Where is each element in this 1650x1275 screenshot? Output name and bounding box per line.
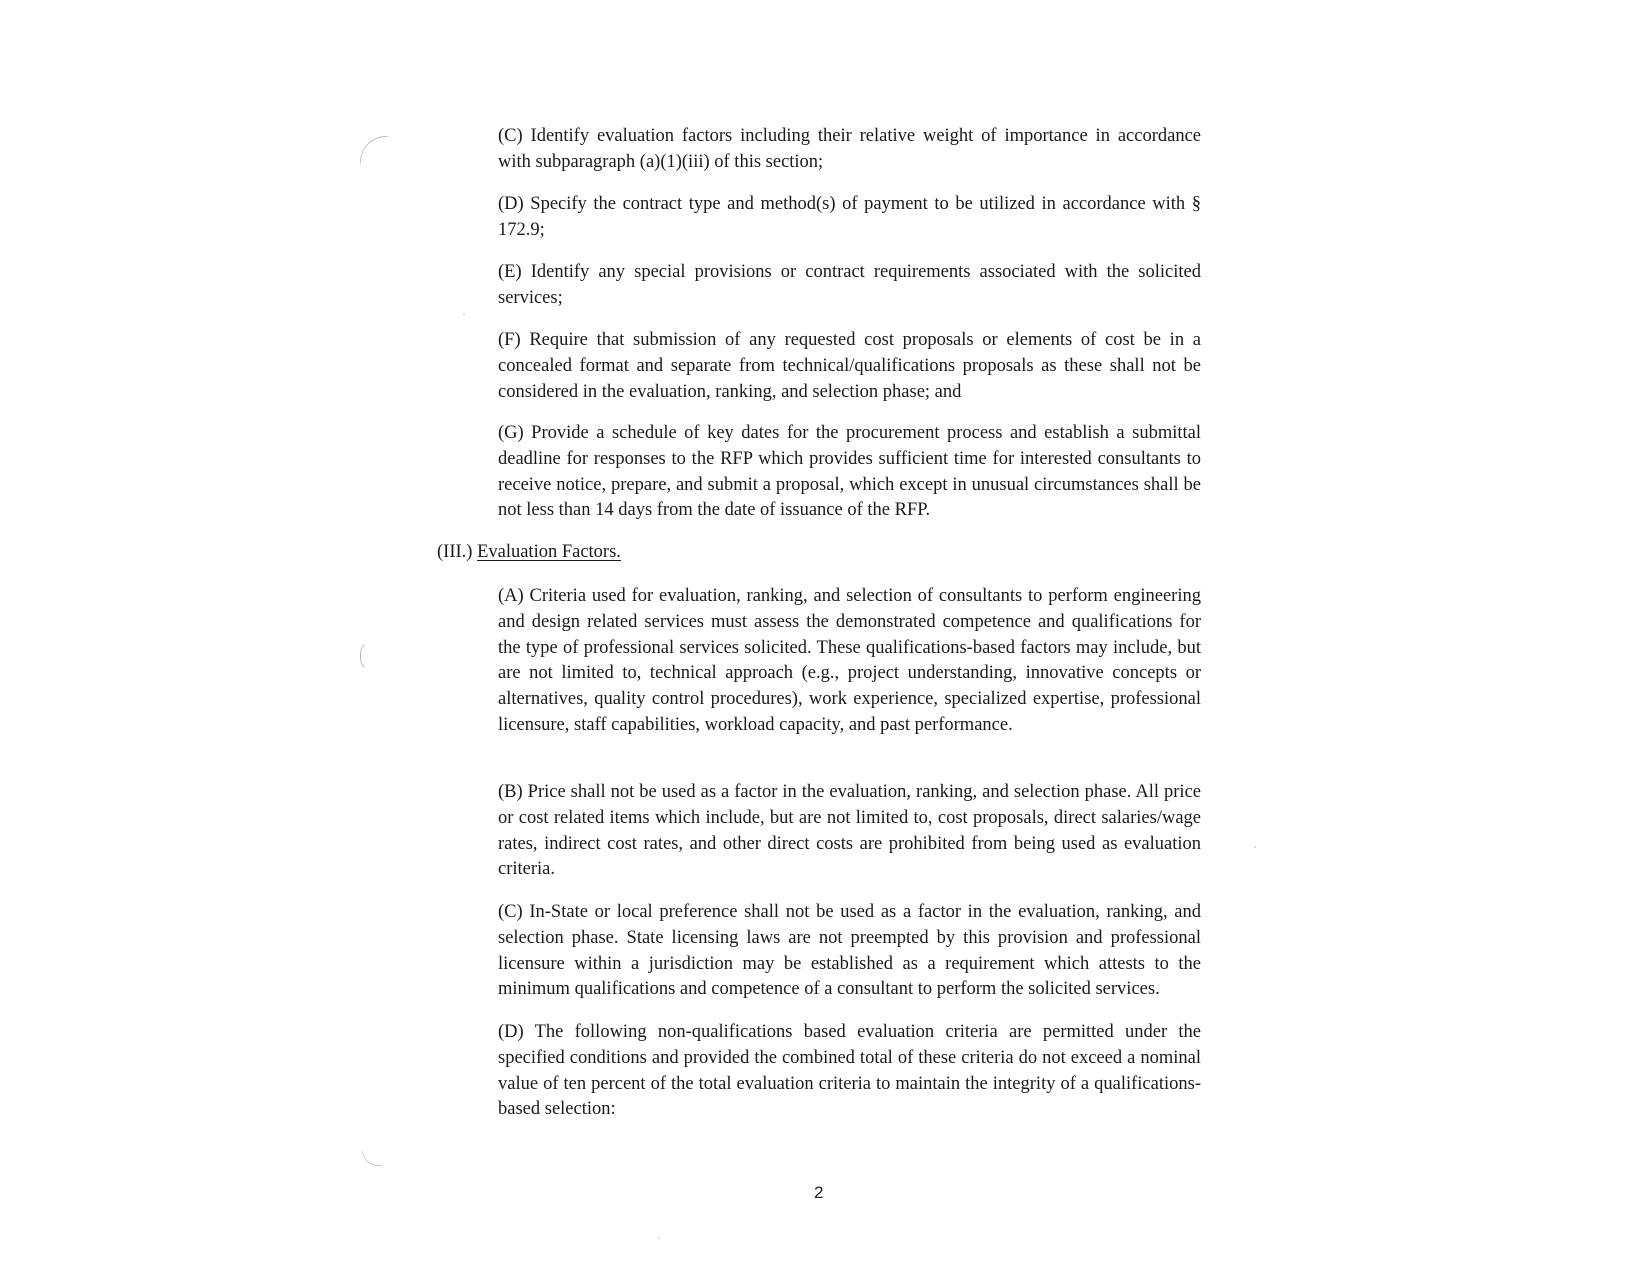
punch-hole-mark	[360, 640, 376, 672]
paragraph-a-criteria: (A) Criteria used for evaluation, ranking, and selection of consultants to perform engineering and design related services must assess the demonstrated competence and qualifications for the type of professional services solicited. These qualifications-based factors may include, but are not limited to, technical approach (e.g., project understanding, innovative concepts or alternatives, quality control procedures), work experience, specialized expertise, professional licensure, staff capabilities, workload capacity, and past performance.	[498, 586, 1201, 735]
scan-speck	[463, 313, 465, 315]
paragraph-g-schedule: (G) Provide a schedule of key dates for the procurement process and establish a submittal deadline for responses to the RFP which provides sufficient time for interested consultants to receive notice, prepare, and submit a proposal, which except in unusual circumstances shall be not less than 14 days from the date of issuance of the RFP.	[498, 423, 1201, 521]
paragraph-b-price: (B) Price shall not be used as a factor in the evaluation, ranking, and selection phase. All price or cost related items which include, but are not limited to, cost proposals, direct salaries/wage rates, indirect cost rates, and other direct costs are prohibited from being used as evaluation criteria.	[498, 782, 1201, 880]
scan-speck	[658, 1237, 660, 1239]
paragraph-c-local-preference: (C) In-State or local preference shall not be used as a factor in the evaluation, ranking, and selection phase. State licensing laws are not preempted by this provision and professional licensure within a jurisdiction may be established as a requirement which attests to the minimum qualifications and competence of a consultant to perform the solicited services.	[498, 902, 1201, 1000]
paragraph-f-cost-proposals: (F) Require that submission of any requested cost proposals or elements of cost be in a concealed format and separate from technical/qualifications proposals as these shall not be considered in the evaluation, ranking, and selection phase; and	[498, 330, 1201, 402]
paragraph-d-contract-type: (D) Specify the contract type and method(s) of payment to be utilized in accordance with § 172.9;	[498, 194, 1201, 240]
paragraph-e-special-provisions: (E) Identify any special provisions or contract requirements associated with the solicited services;	[498, 262, 1201, 308]
punch-hole-mark	[360, 136, 388, 164]
section-title: Evaluation Factors.	[477, 542, 621, 562]
section-heading	[437, 540, 621, 566]
scan-speck	[1254, 846, 1256, 848]
page-number: 2	[814, 1183, 824, 1202]
punch-hole-mark	[362, 1150, 382, 1166]
section-number: (III.)	[437, 542, 473, 562]
paragraph-d-non-qualifications: (D) The following non-qualifications based evaluation criteria are permitted under the specified conditions and provided the combined total of these criteria do not exceed a nominal value of ten percent of the total evaluation criteria to maintain the integrity of a qualifications-based selection:	[498, 1022, 1201, 1120]
paragraph-c-evaluation-factors: (C) Identify evaluation factors including their relative weight of importance in accordance with subparagraph (a)(1)(iii) of this section;	[498, 126, 1201, 172]
